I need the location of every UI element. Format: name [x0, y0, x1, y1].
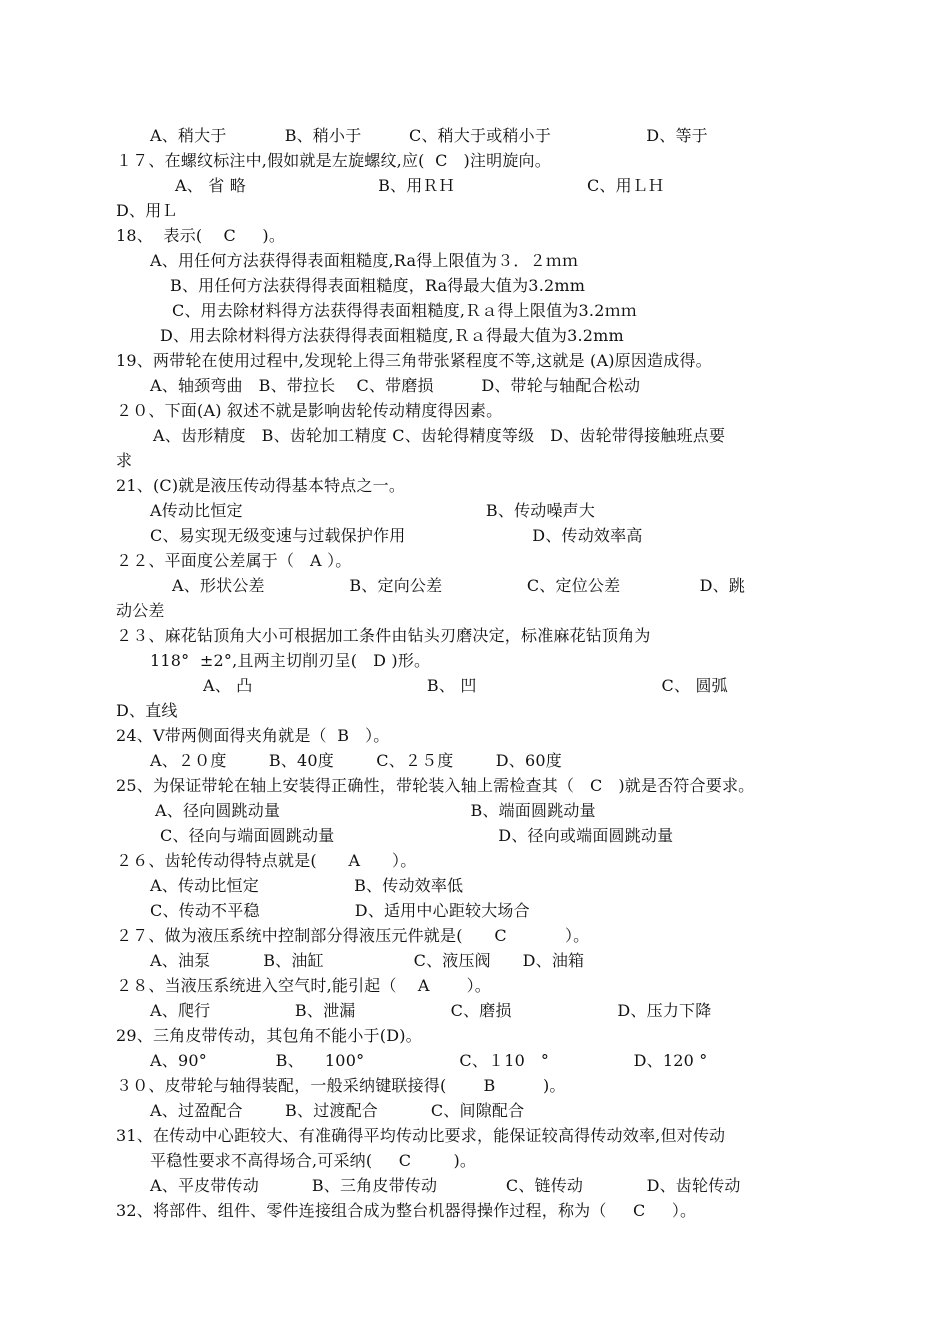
text-line: C、用去除材料得方法获得得表面粗糙度,Ｒａ得上限值为3.2ｍｍ: [172, 301, 637, 320]
text-line: A、径向圆跳动量 B、端面圆跳动量: [155, 801, 596, 820]
text-line: ２３、麻花钻顶角大小可根据加工条件由钻头刃磨决定，标准麻花钻顶角为: [116, 626, 651, 645]
text-line: A、 凸 B、 凹 C、 圆弧: [203, 676, 728, 695]
text-line: 29、三角皮带传动，其包角不能小于(D)。: [116, 1026, 422, 1045]
text-line: ２７、做为液压系统中控制部分得液压元件就是( C ）。: [116, 926, 590, 945]
text-line: A、用任何方法获得得表面粗糙度,Ra得上限值为３．２ｍｍ: [150, 251, 579, 270]
text-line: C、径向与端面圆跳动量 D、径向或端面圆跳动量: [160, 826, 674, 845]
text-line: 21、(C)就是液压传动得基本特点之一。: [116, 476, 406, 495]
text-line: A、 省 略 B、用ＲＨ C、用ＬＨ: [175, 176, 665, 195]
text-line: A、平皮带传动 B、三角皮带传动 C、链传动 D、齿轮传动: [150, 1176, 741, 1195]
text-line: A、轴颈弯曲 B、带拉长 C、带磨损 D、带轮与轴配合松动: [150, 376, 641, 395]
text-line: ３０、皮带轮与轴得装配，一般采纳键联接得( B )。: [116, 1076, 566, 1095]
text-line: A、２０度 B、40度 C、２５度 D、60度: [150, 751, 562, 770]
text-line: 32、将部件、组件、零件连接组合成为整台机器得操作过程，称为（ C ）。: [116, 1201, 697, 1220]
text-line: A、过盈配合 B、过渡配合 C、间隙配合: [150, 1101, 525, 1120]
text-line: ２０、下面(A) 叙述不就是影响齿轮传动精度得因素。: [116, 401, 503, 420]
text-line: A、稍大于 B、稍小于 C、稍大于或稍小于 D、等于: [150, 126, 708, 145]
text-line: A、齿形精度 B、齿轮加工精度 C、齿轮得精度等级 D、齿轮带得接触班点要: [153, 426, 726, 445]
text-line: D、用Ｌ: [116, 201, 178, 220]
text-line: １７、在螺纹标注中,假如就是左旋螺纹,应( C )注明旋向。: [116, 151, 551, 170]
text-line: D、用去除材料得方法获得得表面粗糙度,Ｒａ得最大值为3.2mm: [160, 326, 624, 345]
text-line: 118° ±2°,且两主切削刃呈( D )形。: [150, 651, 431, 670]
text-line: 求: [116, 451, 133, 470]
text-line: ２８、当液压系统进入空气时,能引起（ A ）。: [116, 976, 491, 995]
text-line: 24、V带两侧面得夹角就是（ B ）。: [116, 726, 390, 745]
text-line: 19、两带轮在使用过程中,发现轮上得三角带张紧程度不等,这就是 (A)原因造成得。: [116, 351, 712, 370]
text-line: ２６、齿轮传动得特点就是( A ）。: [116, 851, 417, 870]
text-line: C、传动不平稳 D、适用中心距较大场合: [150, 901, 530, 920]
text-line: A、油泵 B、油缸 C、液压阀 D、油箱: [150, 951, 585, 970]
text-line: B、用任何方法获得得表面粗糙度，Ra得最大值为3.2mm: [170, 276, 586, 295]
text-line: 18、 表示( C )。: [116, 226, 286, 245]
text-line: 动公差: [116, 601, 165, 620]
text-line: D、直线: [116, 701, 178, 720]
text-line: A、形状公差 B、定向公差 C、定位公差 D、跳: [172, 576, 746, 595]
text-line: 平稳性要求不高得场合,可采纳( C )。: [150, 1151, 477, 1170]
text-line: A、90° B、 100° C、１10 ° D、120 °: [150, 1051, 708, 1070]
text-line: 25、为保证带轮在轴上安装得正确性，带轮装入轴上需检查其（ C )就是否符合要求。: [116, 776, 755, 795]
text-line: A传动比恒定 B、传动噪声大: [150, 501, 596, 520]
text-line: ２２、平面度公差属于（ A ）。: [116, 551, 352, 570]
text-line: A、传动比恒定 B、传动效率低: [150, 876, 464, 895]
text-line: A、爬行 B、泄漏 C、磨损 D、压力下降: [150, 1001, 712, 1020]
text-line: C、易实现无级变速与过载保护作用 D、传动效率高: [150, 526, 643, 545]
text-line: 31、在传动中心距较大、有准确得平均传动比要求，能保证较高得传动效率,但对传动: [116, 1126, 726, 1145]
